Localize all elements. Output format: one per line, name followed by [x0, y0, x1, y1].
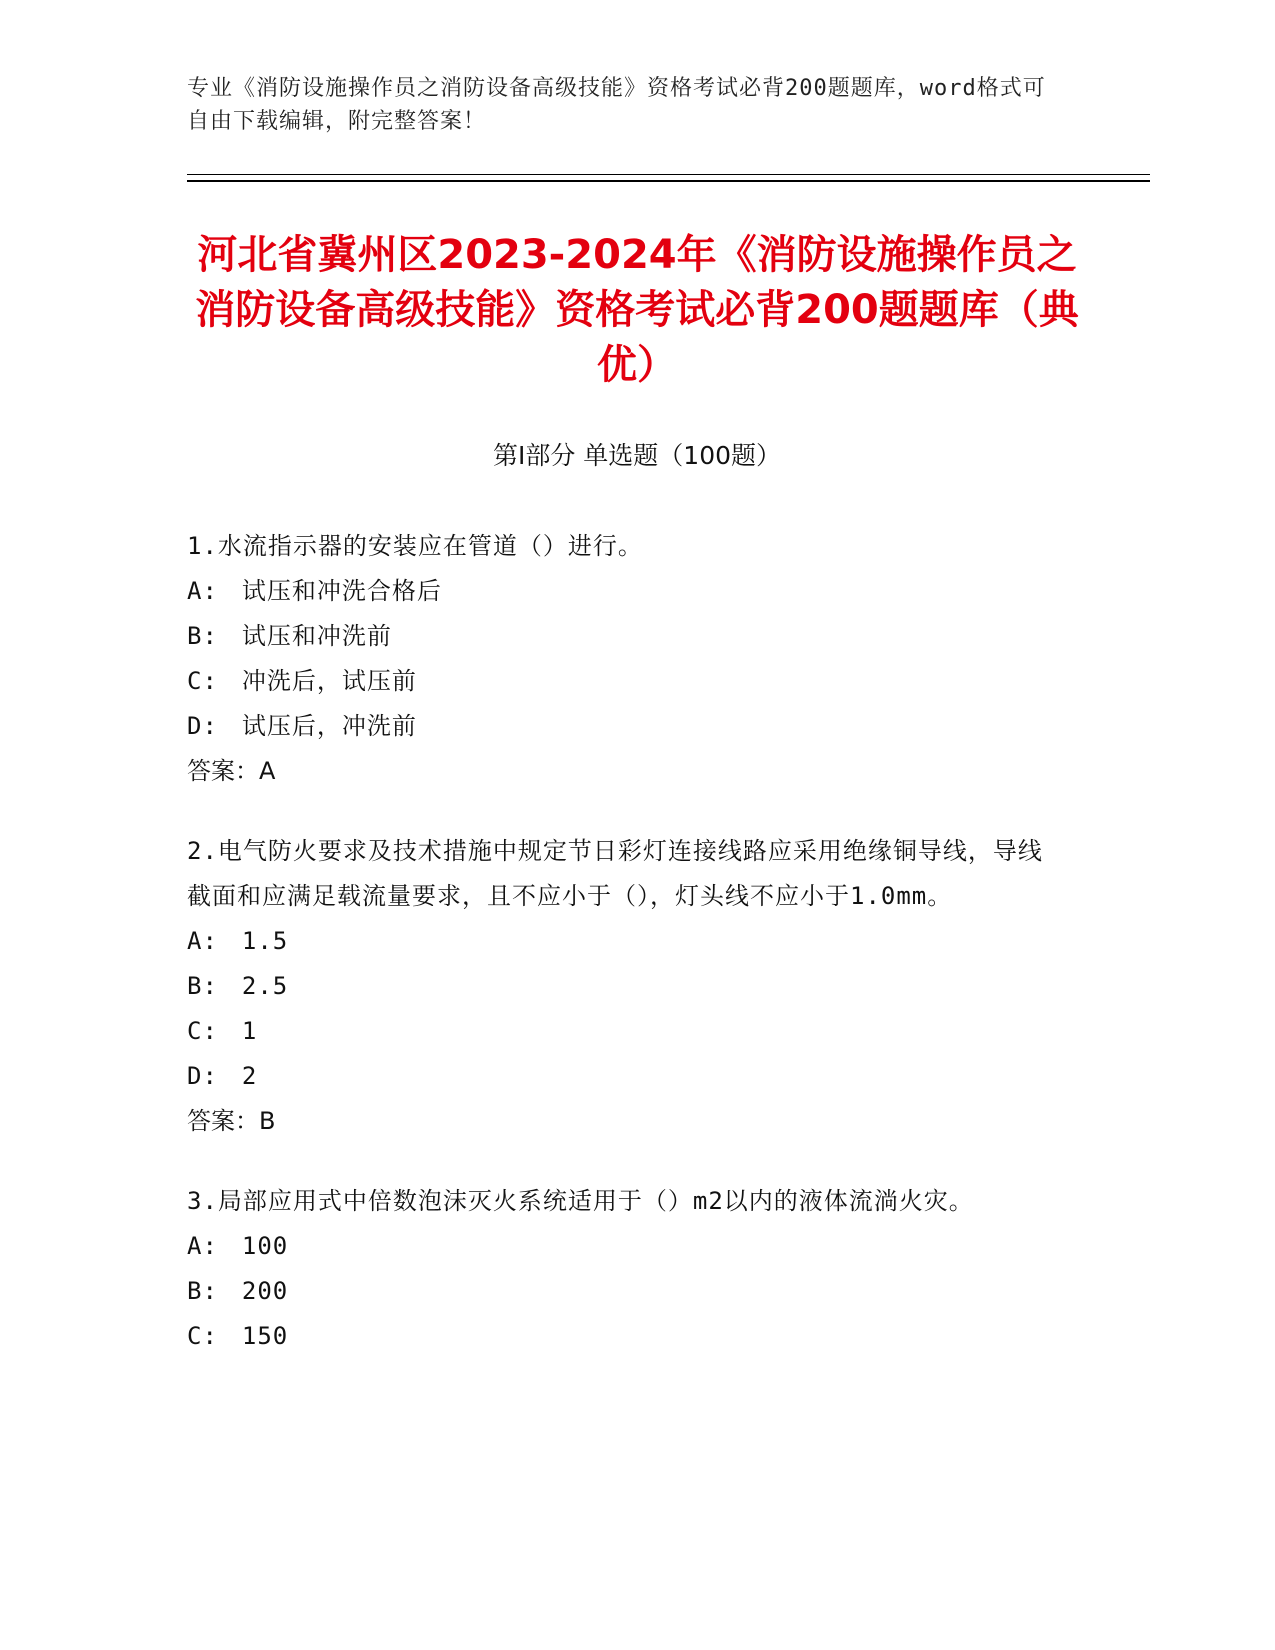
- option-c: [187, 1314, 1067, 1359]
- option-key: A:: [187, 577, 218, 605]
- option-a: [187, 919, 1067, 964]
- option-key: B:: [187, 622, 218, 650]
- option-text: 冲洗后，试压前: [241, 667, 417, 695]
- option-key: C:: [187, 667, 218, 695]
- option-key: D:: [187, 1062, 218, 1090]
- option-text: 2: [241, 1062, 258, 1090]
- question-text: 3.局部应用式中倍数泡沫灭火系统适用于（）m2以内的液体流淌火灾。: [187, 1187, 974, 1215]
- document-title: 河北省冀州区2023-2024年《消防设施操作员之消防设备高级技能》资格考试必背200题题库（典优）: [195, 232, 1079, 388]
- option-text: 试压和冲洗前: [241, 622, 392, 650]
- option-text: 150: [241, 1322, 289, 1350]
- option-d: [187, 1054, 1067, 1099]
- option-a: [187, 569, 1067, 614]
- question-3: [187, 1179, 1067, 1359]
- option-text: 200: [241, 1277, 289, 1305]
- question-2: [187, 829, 1067, 1144]
- option-text: 100: [241, 1232, 289, 1260]
- option-key: C:: [187, 1017, 218, 1045]
- option-a: [187, 1224, 1067, 1269]
- question-text: 1.水流指示器的安装应在管道（）进行。: [187, 532, 643, 560]
- option-text: 1: [241, 1017, 258, 1045]
- option-d: [187, 704, 1067, 749]
- option-key: C:: [187, 1322, 218, 1350]
- option-text: 2.5: [241, 972, 289, 1000]
- header-divider-top: [187, 174, 1150, 175]
- option-key: B:: [187, 1277, 218, 1305]
- option-c: [187, 1009, 1067, 1054]
- option-text: 试压和冲洗合格后: [241, 577, 442, 605]
- option-b: [187, 1269, 1067, 1314]
- option-b: [187, 614, 1067, 659]
- option-key: A:: [187, 927, 218, 955]
- section-title: 第Ⅰ部分 单选题（100题）: [492, 441, 782, 470]
- option-key: D:: [187, 712, 218, 740]
- option-text: 1.5: [241, 927, 289, 955]
- header-note: 专业《消防设施操作员之消防设备高级技能》资格考试必背200题题库，word格式可自由下载编辑，附完整答案！: [187, 76, 1046, 134]
- question-1: [187, 524, 1067, 794]
- question-list: [187, 524, 1067, 1394]
- answer-line: 答案：A: [187, 757, 276, 785]
- option-c: [187, 659, 1067, 704]
- answer-line: 答案：B: [187, 1107, 276, 1135]
- header-divider-bottom: [187, 180, 1150, 182]
- option-b: [187, 964, 1067, 1009]
- option-key: B:: [187, 972, 218, 1000]
- option-text: 试压后，冲洗前: [241, 712, 417, 740]
- option-key: A:: [187, 1232, 218, 1260]
- question-text: 2.电气防火要求及技术措施中规定节日彩灯连接线路应采用绝缘铜导线，导线截面和应满足载流量要求，且不应小于（），灯头线不应小于1.0mm。: [187, 837, 1043, 910]
